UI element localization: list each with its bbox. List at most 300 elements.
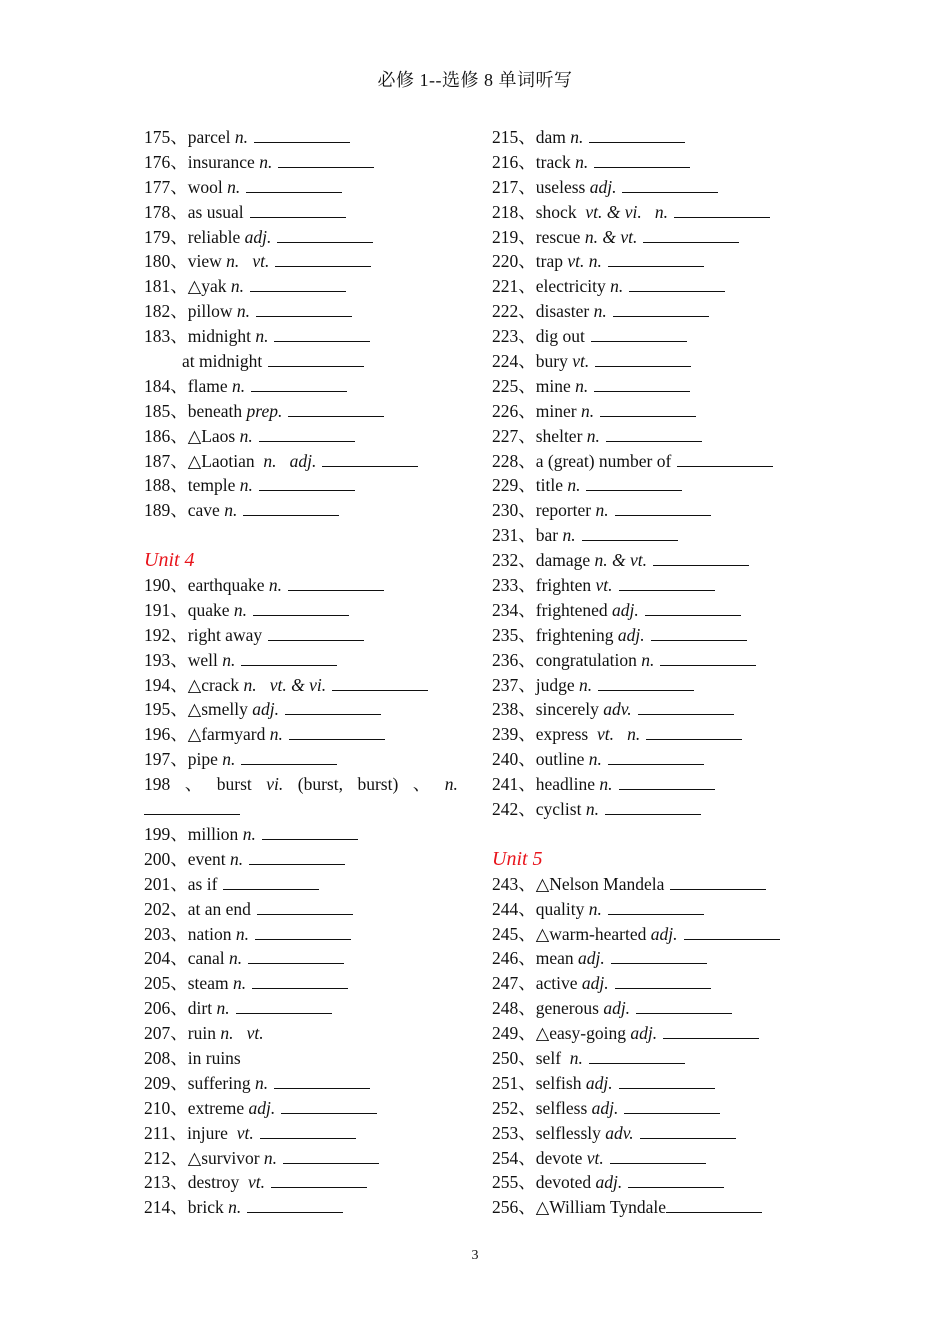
vocab-part: 、 [184,774,203,795]
page-title: 必修 1--选修 8 单词听写 [377,70,573,90]
item-number: 215、 [492,127,536,147]
item-number: 251、 [492,1072,536,1093]
item-number: 205、 [144,973,188,994]
item-number: 175、 [144,127,188,147]
vocab-item [144,175,460,200]
vocab-item [144,996,460,1021]
part-of-speech: n. [239,425,253,446]
part-of-speech: n. [222,749,236,770]
answer-blank[interactable] [624,1097,720,1114]
part-of-speech: n. [222,649,236,670]
item-number: 209、 [144,1072,188,1093]
answer-blank[interactable] [629,275,725,292]
vocab-word: shock [535,201,586,222]
item-number: 212、 [144,1147,188,1168]
vocab-item [492,374,822,399]
vocab-item [144,374,460,399]
item-number: 183、 [144,326,188,347]
answer-blank[interactable] [608,250,704,267]
item-number: 203、 [144,923,188,944]
item-number: 235、 [492,624,536,645]
vocab-item [144,349,460,374]
item-number: 236、 [492,649,536,670]
vocab-word: selflessly [535,1122,606,1143]
vocab-part: burst) [357,774,399,795]
vocab-word: pillow [187,301,237,322]
vocab-word: devote [535,1147,587,1168]
part-of-speech: n. [216,998,230,1019]
vocab-part: (burst, [297,774,343,795]
answer-blank[interactable] [615,972,711,989]
answer-blank[interactable] [594,151,690,168]
answer-blank[interactable] [582,524,678,541]
vocab-item [144,249,460,274]
answer-blank[interactable] [586,474,682,491]
vocab-word: bury [535,351,573,372]
answer-blank[interactable] [262,823,358,840]
item-number: 237、 [492,674,536,695]
answer-blank[interactable] [254,126,350,143]
vocab-item [492,946,822,971]
vocab-word: frightening [535,624,618,645]
item-number: 193、 [144,649,188,670]
answer-blank[interactable] [288,400,384,417]
vocab-item [492,797,822,822]
answer-blank[interactable] [250,275,346,292]
answer-blank[interactable] [268,350,364,367]
vocab-item [492,249,822,274]
vocab-word: parcel [187,127,235,147]
item-number: 196、 [144,724,188,745]
answer-blank[interactable] [289,723,385,740]
vocab-word: title [535,475,568,496]
answer-blank[interactable] [663,1022,759,1039]
vocab-item [492,473,822,498]
item-number: 233、 [492,575,536,596]
vocab-item [492,747,822,772]
answer-blank[interactable] [250,201,346,218]
answer-blank[interactable] [285,698,381,715]
part-of-speech: n. [593,301,607,322]
answer-blank[interactable] [252,972,348,989]
vocabulary-column-right [492,125,822,1220]
vocab-part: burst [216,774,252,795]
vocab-item [492,872,822,897]
vocab-part: 198 [144,774,171,795]
answer-blank[interactable] [611,947,707,964]
item-number: 184、 [144,375,188,396]
vocab-item [144,897,460,922]
vocab-word: ruin [187,1023,221,1044]
item-number: 201、 [144,873,188,894]
part-of-speech: n. [242,823,256,844]
vocab-word: △warm-hearted [535,923,651,944]
vocab-item [144,1046,460,1071]
part-of-speech: n. [585,799,599,820]
item-number: 192、 [144,624,188,645]
item-number: 255、 [492,1172,536,1193]
item-number: 230、 [492,500,536,521]
part-of-speech: n. [588,749,602,770]
vocab-item [492,1096,822,1121]
answer-blank[interactable] [636,997,732,1014]
part-of-speech: adj. [612,599,639,620]
answer-blank[interactable] [610,1147,706,1164]
answer-blank[interactable] [643,226,739,243]
vocab-word: reliable [187,226,245,247]
vocab-item [144,498,460,523]
item-number: 238、 [492,699,536,720]
item-number: 245、 [492,923,536,944]
item-number: 216、 [492,151,536,172]
item-number: 253、 [492,1122,536,1143]
answer-blank[interactable] [615,499,711,516]
vocab-item [144,424,460,449]
vocab-item [144,946,460,971]
vocab-word: sincerely [535,699,604,720]
part-of-speech: n. [230,276,244,297]
vocab-item [144,1121,460,1146]
vocab-word: cyclist [535,799,586,820]
answer-blank[interactable] [674,201,770,218]
answer-blank[interactable] [619,773,715,790]
part-of-speech: n. [588,898,602,919]
vocab-word: wool [187,176,228,197]
item-number: 187、 [144,450,188,471]
vocab-word: congratulation [535,649,642,670]
part-of-speech: n. [263,1147,278,1168]
answer-blank[interactable] [275,250,371,267]
vocab-item [492,424,822,449]
answer-blank[interactable] [638,698,734,715]
vocab-word: dam [535,127,571,147]
vocab-item [492,897,822,922]
item-number: 228、 [492,450,536,471]
answer-blank[interactable] [246,176,342,193]
vocab-word: △farmyard [187,724,270,745]
answer-blank[interactable] [236,997,332,1014]
item-number: 222、 [492,301,536,322]
vocab-item [492,125,822,150]
vocab-word: useless [535,176,590,197]
vocab-item [144,772,458,797]
answer-blank[interactable] [251,375,347,392]
item-number: 181、 [144,276,188,297]
item-number: 199、 [144,823,188,844]
vocab-word: △Laos [187,425,240,446]
vocab-item [492,175,822,200]
part-of-speech: n. [569,1047,583,1068]
answer-blank[interactable] [646,723,742,740]
vocab-item [492,922,822,947]
answer-blank[interactable] [619,1072,715,1089]
vocab-item [144,274,460,299]
item-number: 185、 [144,400,188,421]
answer-blank[interactable] [247,1196,343,1213]
answer-blank[interactable] [606,425,702,442]
answer-blank[interactable] [332,674,428,691]
item-number: 189、 [144,500,188,521]
vocab-word: △Nelson Mandela [535,873,665,894]
answer-blank[interactable] [241,649,337,666]
item-number: 180、 [144,251,188,272]
answer-blank[interactable] [249,848,345,865]
part-of-speech: vt. n. [567,251,602,272]
item-number: 176、 [144,151,188,172]
part-of-speech: adj. [591,1097,619,1118]
answer-blank[interactable] [651,624,747,641]
answer-blank[interactable] [278,151,374,168]
vocab-word: △smelly [187,699,253,720]
item-number: 218、 [492,201,536,222]
part-of-speech: n. [567,475,581,496]
answer-blank[interactable] [589,126,685,143]
part-of-speech: adj. [630,1023,658,1044]
vocab-word: △William Tyndale [535,1197,667,1218]
vocab-item [144,623,460,648]
part-of-speech: n. [234,127,248,147]
vocab-item [144,598,460,623]
answer-blank[interactable] [253,599,349,616]
item-number: 194、 [144,674,188,695]
vocab-item [144,299,460,324]
answer-blank[interactable] [666,1196,762,1213]
part-of-speech: n. vt. & vi. [243,674,327,695]
vocab-item [144,399,460,424]
item-number: 191、 [144,599,188,620]
part-of-speech: n. [236,301,250,322]
answer-blank[interactable] [260,1122,356,1139]
part-of-speech: vt. & vi. n. [585,201,668,222]
part-of-speech: adv. [605,1122,634,1143]
answer-blank[interactable] [605,798,701,815]
vocab-item [144,648,460,673]
part-of-speech: n. [562,525,576,546]
answer-blank[interactable] [274,1072,370,1089]
vocab-word: steam [187,973,233,994]
item-number: 217、 [492,176,536,197]
answer-blank[interactable] [255,923,351,940]
answer-blank[interactable] [259,474,355,491]
answer-blank[interactable] [598,674,694,691]
part-of-speech: n. [599,774,613,795]
vocab-word: express [535,724,597,745]
answer-blank[interactable] [243,499,339,516]
answer-blank[interactable] [622,176,718,193]
vocab-word: electricity [535,276,611,297]
vocab-word: △yak [187,276,231,297]
part-of-speech: n. [231,375,246,396]
answer-blank[interactable] [589,1047,685,1064]
answer-blank[interactable] [595,350,691,367]
answer-blank[interactable] [608,748,704,765]
part-of-speech: n. & vt. [584,226,638,247]
answer-blank[interactable] [684,923,780,940]
vocab-item [492,573,822,598]
answer-blank[interactable] [257,898,353,915]
answer-blank[interactable] [274,325,370,342]
item-number: 200、 [144,848,188,869]
part-of-speech: n. [586,425,600,446]
item-number: 225、 [492,375,536,396]
answer-blank[interactable] [256,300,352,317]
item-number: 256、 [492,1197,536,1218]
vocab-word: trap [535,251,568,272]
vocab-word: △Laotian [187,450,264,471]
item-number: 208、 [144,1047,188,1068]
vocab-item [492,274,822,299]
vocab-item [492,772,822,797]
vocab-item [492,349,822,374]
answer-blank[interactable] [628,1171,724,1188]
vocab-word: canal [187,948,230,969]
answer-blank[interactable] [619,574,715,591]
part-of-speech: n. [227,176,241,197]
vocab-item [144,125,460,150]
part-of-speech: n. [235,923,249,944]
vocab-item [144,847,460,872]
item-number: 206、 [144,998,188,1019]
vocabulary-column-left [144,125,460,1220]
vocab-item [492,623,822,648]
vocab-part: n. [444,774,458,795]
vocab-item [144,324,460,349]
answer-blank[interactable] [608,898,704,915]
vocab-item [492,1146,822,1171]
part-of-speech: n. [232,973,247,994]
vocab-item [144,822,460,847]
vocab-word: earthquake [187,575,269,596]
part-of-speech: n. [228,1197,242,1218]
part-of-speech: adj. [585,1072,613,1093]
vocab-word: nation [187,923,236,944]
vocab-word: selfish [535,1072,586,1093]
answer-blank[interactable] [223,873,319,890]
answer-blank[interactable] [594,375,690,392]
part-of-speech: n. [641,649,655,670]
vocab-item [144,1071,460,1096]
part-of-speech: adj. [650,923,678,944]
unit-heading: Unit 4 [144,549,195,572]
vocab-word: million [187,823,243,844]
item-number: 241、 [492,774,536,795]
item-number: 234、 [492,599,536,620]
item-number: 186、 [144,425,188,446]
vocab-word: miner [535,400,581,421]
vocab-word: frightened [535,599,613,620]
vocab-item [144,1170,460,1195]
vocab-item [492,200,822,225]
part-of-speech: n. vt. [226,251,270,272]
answer-blank[interactable] [248,947,344,964]
vocab-word: injure [187,1122,237,1143]
answer-blank[interactable] [241,748,337,765]
answer-blank[interactable] [271,1171,367,1188]
vocab-word: mean [535,948,579,969]
part-of-speech: n. [254,1072,269,1093]
part-of-speech: n. [233,599,248,620]
part-of-speech: n. [224,500,238,521]
vocab-item-continuation [144,797,460,822]
answer-blank[interactable] [677,450,773,467]
item-number: 243、 [492,873,536,894]
answer-blank[interactable] [277,226,373,243]
item-number: 240、 [492,749,536,770]
answer-blank[interactable] [653,549,749,566]
vocab-word: quake [187,599,234,620]
vocab-item [492,225,822,250]
vocab-word: insurance [187,151,260,172]
answer-blank[interactable] [283,1147,379,1164]
item-number: 250、 [492,1047,536,1068]
part-of-speech: n. [259,151,273,172]
answer-blank[interactable] [600,400,696,417]
answer-blank[interactable] [144,798,240,815]
unit-heading: Unit 5 [492,847,543,870]
vocab-item [144,971,460,996]
answer-blank[interactable] [281,1097,377,1114]
answer-blank[interactable] [259,425,355,442]
answer-blank[interactable] [613,300,709,317]
item-number: 223、 [492,326,536,347]
vocab-word: outline [535,749,589,770]
vocab-item [492,150,822,175]
answer-blank[interactable] [268,624,364,641]
vocab-item [144,225,460,250]
vocab-item [144,573,460,598]
vocab-item [492,399,822,424]
vocab-item [144,1096,460,1121]
part-of-speech: n. adj. [263,450,317,471]
vocab-part: vi. [266,774,284,795]
answer-blank[interactable] [670,873,766,890]
vocab-word: frighten [535,575,596,596]
item-number: 246、 [492,948,536,969]
vocab-item [492,1195,822,1220]
answer-blank[interactable] [322,450,418,467]
spacer [144,523,460,548]
item-number: 252、 [492,1097,536,1118]
part-of-speech: n. [575,375,589,396]
vocab-word: well [187,649,223,670]
answer-blank[interactable] [288,574,384,591]
answer-blank[interactable] [660,649,756,666]
vocab-item [144,872,460,897]
answer-blank[interactable] [645,599,741,616]
vocab-word: bar [535,525,563,546]
vocab-word: headline [535,774,600,795]
answer-blank[interactable] [640,1122,736,1139]
part-of-speech: n. [580,400,595,421]
part-of-speech: prep. [246,400,283,421]
item-number: 231、 [492,525,536,546]
part-of-speech: n. [229,948,243,969]
item-number: 210、 [144,1097,188,1118]
vocab-item [144,1195,460,1220]
item-number: 221、 [492,276,536,297]
part-of-speech: n. [610,276,624,297]
vocab-item [492,697,822,722]
part-of-speech: vt. [248,1172,266,1193]
vocab-item [144,747,460,772]
part-of-speech: n. & vt. [594,550,648,571]
vocab-item [492,1046,822,1071]
vocab-word: generous [535,998,604,1019]
vocab-word: △survivor [187,1147,264,1168]
answer-blank[interactable] [591,325,687,342]
part-of-speech: adj. [589,176,617,197]
vocab-item [492,498,822,523]
